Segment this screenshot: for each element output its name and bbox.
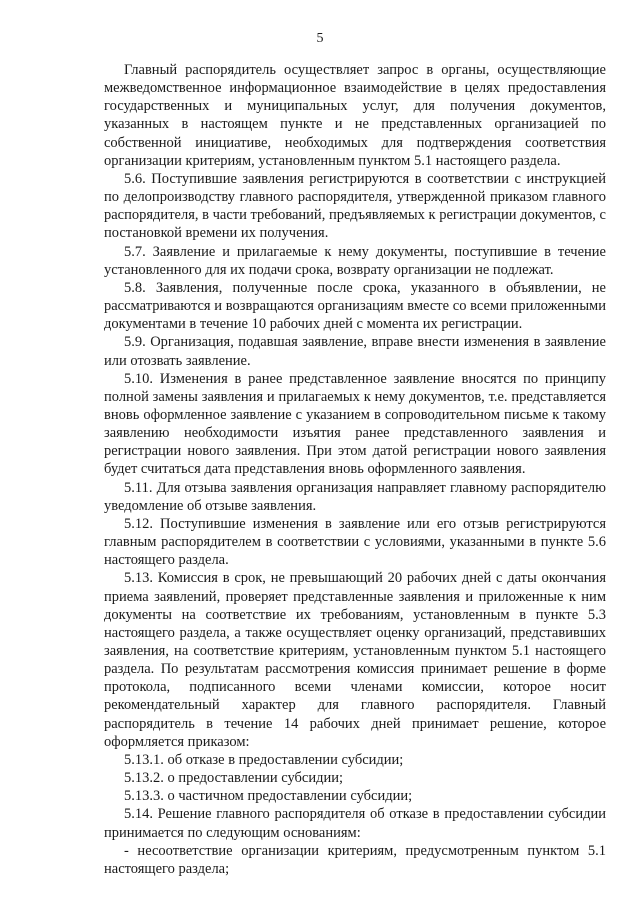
- paragraph-5-9: 5.9. Организация, подавшая заявление, вправе внести изменения в заявление или отозвать заявление.: [104, 334, 606, 369]
- paragraph-5-8: 5.8. Заявления, полученные после срока, указанного в объявлении, не рассматриваются и возвращаются организациям вместе со всеми приложенными документами в течение 10 рабочих дней с момента их регистрации.: [104, 279, 606, 333]
- paragraph-5-10: 5.10. Изменения в ранее представленное заявление вносятся по принципу полной замены заявления и прилагаемых к нему документов, т.е. представляется вновь оформленное заявление с указанием в сопроводительном письме к такому заявлению необходимости изъятия ранее представленного заявления и регистрации нового заявления. При этом датой регистрации нового заявления будет считаться дата представления вновь оформленного заявления.: [104, 370, 606, 478]
- paragraph-5-14-reason-1: - несоответствие организации критериям, предусмотренным пунктом 5.1 настоящего раздела;: [104, 842, 606, 877]
- paragraph-5-13: 5.13. Комиссия в срок, не превышающий 20 рабочих дней с даты окончания приема заявлений, проверяет представленные заявления и приложенные к ним документы на соответствие их требованиям, установленным в пункте 5.3 настоящего раздела, а также осуществляет оценку организаций, представивших заявления, на соответствие критериям, установленным пунктом 5.1 настоящего раздела. По результатам рассмотрения комиссия принимает решение в форме протокола, подписанного всеми членами комиссии, которое носит рекомендательный характер для главного распорядителя. Главный распорядитель в течение 14 рабочих дней принимает решение, которое оформляется приказом:: [104, 570, 606, 750]
- paragraph-5-13-1: 5.13.1. об отказе в предоставлении субсидии;: [124, 751, 404, 768]
- paragraph-5-13-3: 5.13.3. о частичном предоставлении субсидии;: [124, 788, 413, 805]
- paragraph-5-11: 5.11. Для отзыва заявления организация направляет главному распорядителю уведомление об отзыве заявления.: [104, 479, 606, 514]
- paragraph-5-12: 5.12. Поступившие изменения в заявление или его отзыв регистрируются главным распорядителем в соответствии с условиями, указанными в пункте 5.6 настоящего раздела.: [104, 515, 606, 569]
- paragraph-5-14: 5.14. Решение главного распорядителя об отказе в предоставлении субсидии принимается по следующим основаниям:: [104, 806, 606, 841]
- page-number: 5: [316, 31, 324, 46]
- document-body: [104, 61, 606, 878]
- paragraph-5-6: 5.6. Поступившие заявления регистрируются в соответствии с инструкцией по делопроизводству главного распорядителя, утвержденной приказом главного распорядителя, в части требований, предъявляемых к регистрации документов, с постановкой времени их получения.: [104, 170, 606, 242]
- paragraph-interagency-request: Главный распорядитель осуществляет запрос в органы, осуществляющие межведомственное информационное взаимодействие в целях предоставления государственных и муниципальных услуг, для получения документов, указанных в настоящем пункте и не представленных организацией по собственной инициативе, необходимых для подтверждения соответствия организации критериям, установленным пунктом 5.1 настоящего раздела.: [104, 62, 606, 169]
- paragraph-5-7: 5.7. Заявление и прилагаемые к нему документы, поступившие в течение установленного для их подачи срока, возврату организации не подлежат.: [104, 243, 606, 278]
- paragraph-5-13-2: 5.13.2. о предоставлении субсидии;: [124, 770, 344, 787]
